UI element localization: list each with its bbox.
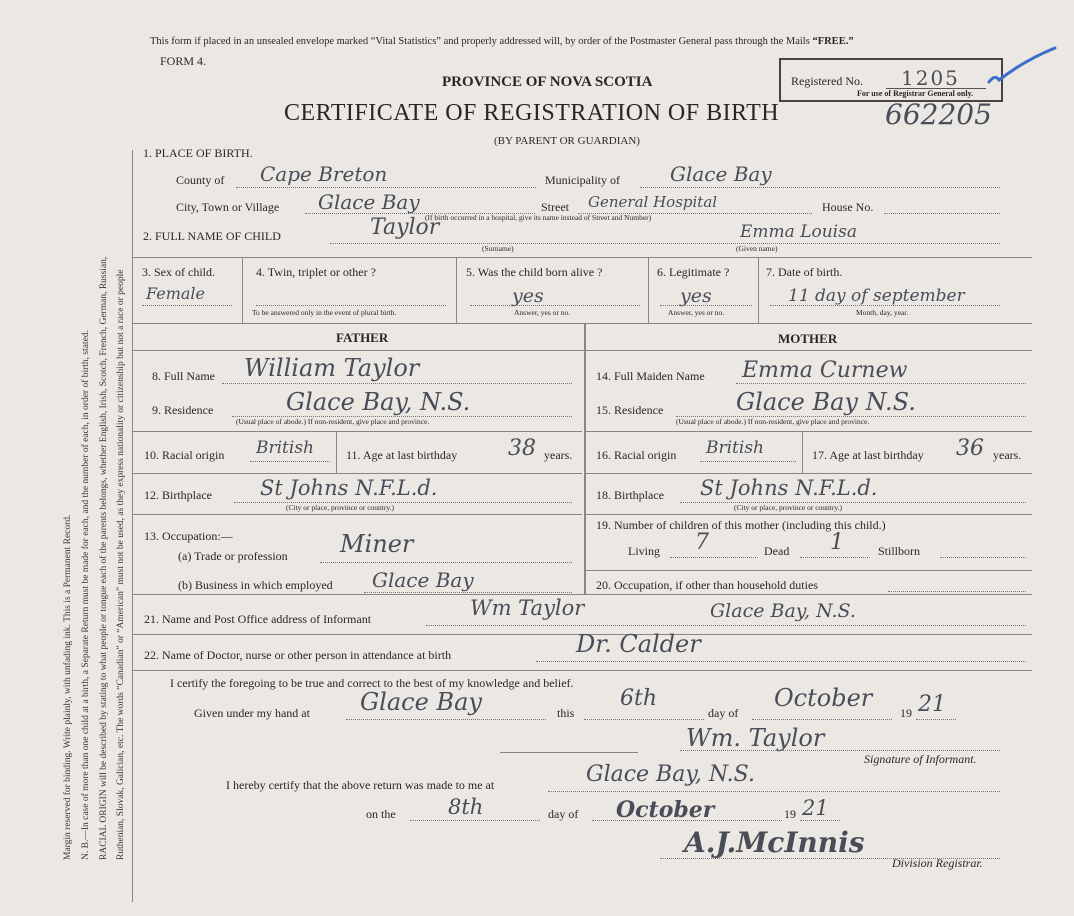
alive-value: yes <box>512 285 544 307</box>
legitimate-value: yes <box>680 285 712 307</box>
mother-racial-label: 16. Racial origin <box>596 448 677 462</box>
mother-name: Emma Curnew <box>742 358 908 383</box>
children-count-label: 19. Number of children of this mother (including this child.) <box>596 518 886 532</box>
place-of-birth-label: 1. PLACE OF BIRTH. <box>143 146 253 160</box>
informant-signature: Wm. Taylor <box>686 724 825 752</box>
dob-value: 11 day of september <box>788 286 965 306</box>
province-heading: PROVINCE OF NOVA SCOTIA <box>442 74 653 90</box>
municipality-label: Municipality of <box>545 173 620 187</box>
legitimate-label: 6. Legitimate ? <box>657 265 730 279</box>
mother-years: years. <box>993 448 1022 462</box>
registered-value: 1205 <box>901 66 960 90</box>
mail-notice: This form if placed in an unsealed envelope marked “Vital Statistics” and properly addressed will, by order of the Postmaster General pass through the Mails “FREE.” <box>150 36 854 47</box>
child-surname: Taylor <box>370 215 440 240</box>
street-label: Street <box>541 200 569 214</box>
certification-month: October <box>774 684 873 712</box>
child-name-label: 2. FULL NAME OF CHILD <box>143 229 281 243</box>
nb-note: N. B.—In case of more than one child at a birth, a Separate Return must be made for each, and the number of each, in order of birth, stated. <box>81 330 91 860</box>
father-age-label: 11. Age at last birthday <box>346 448 458 462</box>
municipality-value: Glace Bay <box>670 162 772 186</box>
registrar-month: October <box>616 797 715 823</box>
hospital-note: (If birth occurred in a hospital, give its name instead of Street and Number) <box>425 213 652 222</box>
signature-caption: Signature of Informant. <box>864 752 977 766</box>
father-residence-label: 9. Residence <box>152 403 214 417</box>
dob-label: 7. Date of birth. <box>766 265 843 279</box>
sex-label: 3. Sex of child. <box>142 265 215 279</box>
certificate-title: CERTIFICATE OF REGISTRATION OF BIRTH <box>284 100 780 126</box>
informant-name: Wm Taylor <box>470 596 585 620</box>
certification-statement: I certify the foregoing to be true and correct to the best of my knowledge and belief. <box>170 676 574 690</box>
father-business: Glace Bay <box>372 568 474 592</box>
this-label: this <box>557 706 575 720</box>
informant-address: Glace Bay, N.S. <box>710 600 856 622</box>
mother-age: 36 <box>956 436 984 461</box>
father-name: William Taylor <box>244 354 420 382</box>
city-value: Glace Bay <box>318 190 420 214</box>
sex-value: Female <box>146 284 205 303</box>
registrar-place: Glace Bay, N.S. <box>586 762 755 787</box>
dob-caption: Month, day, year. <box>856 308 909 317</box>
registered-box <box>779 58 1003 102</box>
father-years: years. <box>544 448 573 462</box>
doctor-label: 22. Name of Doctor, nurse or other person in attendance at birth <box>144 648 452 662</box>
father-heading: FATHER <box>336 330 389 345</box>
father-trade: Miner <box>340 530 414 558</box>
county-label: County of <box>176 173 225 187</box>
mother-residence: Glace Bay N.S. <box>736 388 916 416</box>
registrar-use-note: For use of Registrar General only. <box>857 89 974 98</box>
registrar-year: 21 <box>802 796 829 820</box>
father-age: 38 <box>508 436 536 461</box>
registrar-caption: Division Registrar. <box>892 856 983 870</box>
mother-birthplace-note: (City or place, province or country.) <box>734 503 843 512</box>
year-prefix: 19 <box>900 706 912 720</box>
living-label: Living <box>628 544 660 558</box>
county-value: Cape Breton <box>260 162 388 186</box>
legitimate-caption: Answer, yes or no. <box>668 308 725 317</box>
dead-count: 1 <box>830 530 844 555</box>
mother-racial: British <box>706 438 764 458</box>
child-given-name: Emma Louisa <box>740 222 857 242</box>
father-residence: Glace Bay, N.S. <box>286 388 471 416</box>
certification-year: 21 <box>918 692 946 717</box>
given-caption: (Given name) <box>736 244 778 253</box>
registered-label: Registered No. <box>791 74 863 88</box>
mother-name-label: 14. Full Maiden Name <box>596 369 705 383</box>
living-count: 7 <box>695 530 709 555</box>
mother-birthplace-label: 18. Birthplace <box>596 488 664 502</box>
registrar-signature: A.J.McInnis <box>684 826 865 859</box>
informant-label: 21. Name and Post Office address of Informant <box>144 612 372 626</box>
certification-place: Glace Bay <box>360 688 482 716</box>
dead-label: Dead <box>764 544 790 558</box>
mother-residence-label: 15. Residence <box>596 403 664 417</box>
alive-caption: Answer, yes or no. <box>514 308 571 317</box>
certification-day: 6th <box>620 686 658 711</box>
check-mark-icon <box>985 44 1060 89</box>
father-abode-note: (Usual place of abode.) If non-resident, give place and province. <box>236 417 430 426</box>
doctor-name: Dr. Calder <box>576 630 701 658</box>
margin-note: Margin reserved for binding. Write plainly, with unfading ink. This is a Permanent Record. <box>63 514 73 860</box>
mother-occupation-label: 20. Occupation, if other than household duties <box>596 578 818 592</box>
mother-age-label: 17. Age at last birthday <box>812 448 924 462</box>
business-label: (b) Business in which employed <box>178 578 333 592</box>
given-under-hand-label: Given under my hand at <box>194 706 310 720</box>
street-value: General Hospital <box>588 193 718 211</box>
handwritten-number: 662205 <box>885 98 992 131</box>
twin-label: 4. Twin, triplet or other ? <box>256 265 376 279</box>
alive-label: 5. Was the child born alive ? <box>466 265 603 279</box>
father-racial-label: 10. Racial origin <box>144 448 225 462</box>
registrar-day-of-label: day of <box>548 807 579 821</box>
father-birthplace: St Johns N.F.L.d. <box>260 476 438 500</box>
form-number: FORM 4. <box>160 54 207 68</box>
city-label: City, Town or Village <box>176 200 280 214</box>
mother-birthplace: St Johns N.F.L.d. <box>700 476 878 500</box>
registrar-day: 8th <box>448 795 484 819</box>
mother-heading: MOTHER <box>778 331 838 346</box>
father-birthplace-label: 12. Birthplace <box>144 488 212 502</box>
racial-origin-note-2: Ruthenian, Slovak, Galician, etc. The words “Canadian” or “American” must not be used, as they express nationality or citizenship but not a race or people <box>116 269 126 860</box>
occupation-label: 13. Occupation:— <box>144 529 233 543</box>
certificate-subtitle: (BY PARENT OR GUARDIAN) <box>494 135 640 147</box>
stillborn-label: Stillborn <box>878 544 921 558</box>
racial-origin-note-1: RACIAL ORIGIN will be described by stating to what people or tongue each of the parents belongs, whether English, Irish, Scotch, French, German, Russian, <box>99 256 109 860</box>
surname-caption: (Surname) <box>482 244 514 253</box>
registrar-statement: I hereby certify that the above return was made to me at <box>226 778 495 792</box>
father-racial: British <box>256 438 314 458</box>
father-birthplace-note: (City or place, province or country.) <box>286 503 395 512</box>
mother-abode-note: (Usual place of abode.) If non-resident, give place and province. <box>676 417 870 426</box>
registrar-year-prefix: 19 <box>784 807 796 821</box>
day-of-label: day of <box>708 706 739 720</box>
house-label: House No. <box>822 200 874 214</box>
father-name-label: 8. Full Name <box>152 369 215 383</box>
twin-note: To be answered only in the event of plural birth. <box>252 308 397 317</box>
on-the-label: on the <box>366 807 396 821</box>
trade-label: (a) Trade or profession <box>178 549 288 563</box>
